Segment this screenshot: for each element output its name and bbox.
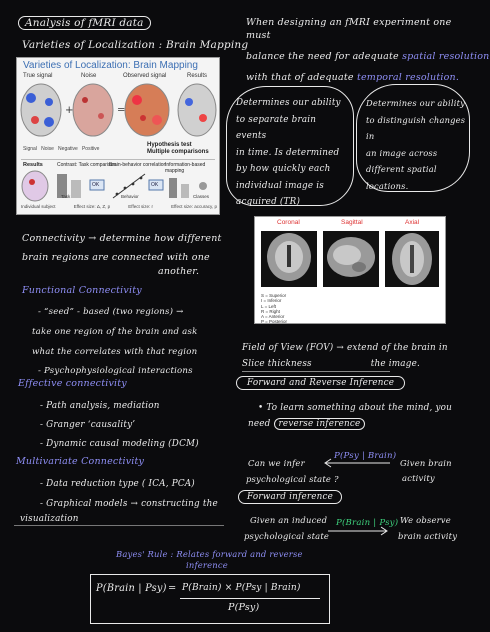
resolution-note	[246, 16, 490, 84]
legend-positive: Positive	[81, 146, 100, 152]
temporal-bubble-text: Determines our ability to separate brain events in time. Is determined by how quickly each individual image is acquired (TR)	[236, 98, 341, 207]
legend-negative: Negative	[58, 146, 78, 152]
slice-thickness-text: Slice thickness	[242, 359, 312, 369]
inference-heading: Forward and Reverse Inference	[236, 377, 405, 389]
induced-state-text: Given an induced psychological state	[244, 515, 330, 541]
given-brain-activity: Given brain activity	[400, 458, 452, 483]
footer-effect-accuracy: Effect size: accuracy, p	[171, 204, 217, 209]
spatial-resolution-term: spatial resolution	[402, 51, 490, 62]
brain-slices	[17, 80, 219, 140]
visualization-text: visualization	[20, 514, 79, 524]
svg-text:=: =	[117, 105, 126, 116]
ok-label-2: OK	[151, 182, 159, 188]
col-observed-label: Observed signal	[123, 73, 167, 79]
fraction-bar	[180, 598, 320, 599]
effective-connectivity-list: - Path analysis, mediation - Granger ‘causality’ - Dynamic causal modeling (DCM)	[40, 401, 199, 449]
temporal-resolution-term: temporal resolution.	[356, 72, 460, 83]
orientation-legend: S = Superior I = Inferior L = Left R = Right A = Anterior P = Posterior	[261, 293, 288, 325]
reverse-inference-line: need reverse inference	[248, 418, 365, 430]
connectivity-definition: Connectivity → determine how different brain regions are connected with one another.	[22, 233, 222, 277]
inference-bullet: • To learn something about the mind, you	[258, 403, 453, 413]
footer-individual: Individual subject	[21, 204, 56, 209]
functional-connectivity-heading: Functional Connectivity	[22, 285, 142, 296]
legend-signal: Signal	[23, 146, 37, 152]
col-noise-label: Noise	[81, 73, 97, 79]
p-psy-given-brain: P(Psy | Brain)	[334, 451, 397, 461]
bayes-formula-box	[90, 574, 330, 624]
panel-brain-behavior: Brain-behavior correlation	[109, 162, 167, 168]
forward-arrow-icon	[326, 526, 390, 536]
forward-inference-heading: Forward inference	[238, 491, 342, 503]
bayes-lhs: P(Brain | Psy)	[96, 583, 167, 594]
bayes-equals: =	[168, 583, 177, 594]
observe-brain-activity: We observe brain activity	[398, 515, 458, 541]
reverse-arrow-icon	[322, 458, 392, 468]
svg-text:+: +	[65, 105, 74, 116]
footer-effect-z: Effect size: Δ, Z, p	[73, 204, 111, 209]
reverse-inference-term: reverse inference	[274, 418, 366, 430]
multiple-comparisons-label: Multiple comparisons	[147, 149, 209, 155]
infer-question: Can we infer psychological state ?	[246, 458, 339, 484]
brain-mapping-figure	[16, 57, 220, 215]
resolution-line-3: with that of adequate temporal resolution.	[246, 72, 460, 83]
bayes-heading: Bayes' Rule : Relates forward and reverse inference	[116, 549, 303, 570]
multivariate-connectivity-heading: Multivariate Connectivity	[16, 456, 145, 467]
figure-footer	[21, 204, 217, 209]
spatial-bubble-text: Determines our ability to distinguish changes in an image across different spatial locations.	[366, 98, 466, 191]
coronal-label: Coronal	[277, 219, 300, 226]
resolution-line-1: When designing an fMRI experiment one must	[246, 17, 452, 41]
mri-planes-figure	[254, 216, 446, 324]
varieties-heading: Varieties of Localization : Brain Mapping	[22, 39, 249, 51]
section-divider	[14, 525, 224, 526]
col-results-label: Results	[187, 73, 208, 79]
classes-label: Classes	[193, 194, 210, 199]
bayes-denominator: P(Psy)	[228, 602, 260, 613]
figure-legend	[23, 146, 99, 152]
panel-information-mapping: Information-based mapping	[165, 162, 206, 174]
hypothesis-test-label: Hypothesis test	[147, 142, 192, 148]
functional-connectivity-list: - “seed” - based (two regions) → take one region of the brain and ask what the correlates with that region - Psychophysiological interactions	[32, 307, 198, 376]
sagittal-label: Sagittal	[341, 219, 363, 226]
mri-slices	[255, 227, 445, 289]
resolution-line-2: balance the need for adequate spatial resolution	[246, 51, 490, 62]
field-of-view-note: Field of View (FOV) → extend of the brain in Slice thickness the image.	[242, 340, 472, 372]
axial-label: Axial	[405, 219, 420, 226]
multivariate-connectivity-list: - Data reduction type ( ICA, PCA) - Graphical models → constructing the	[40, 479, 218, 509]
analysis-title: Analysis of fMRI data	[18, 15, 151, 31]
figure-divider	[21, 159, 215, 160]
col-true-label: True signal	[23, 73, 53, 79]
task-label: Task	[61, 194, 71, 199]
figure-title: Varieties of Localization: Brain Mapping	[23, 60, 198, 71]
ok-label-1: OK	[92, 182, 100, 188]
p-brain-given-psy: P(Brain | Psy)	[336, 518, 399, 528]
behavior-label: Behavior	[121, 194, 139, 199]
bayes-numerator: P(Brain) × P(Psy | Brain)	[182, 583, 301, 593]
legend-noise: Noise	[41, 146, 54, 152]
footer-effect-r: Effect size: r	[128, 204, 153, 209]
results-panels	[17, 168, 219, 204]
fov-divider	[242, 371, 390, 372]
effective-connectivity-heading: Effective connectivity	[18, 378, 127, 389]
results-row-label: Results	[23, 162, 43, 168]
panel-task-comparison: Contrast: Task comparison	[57, 162, 117, 168]
